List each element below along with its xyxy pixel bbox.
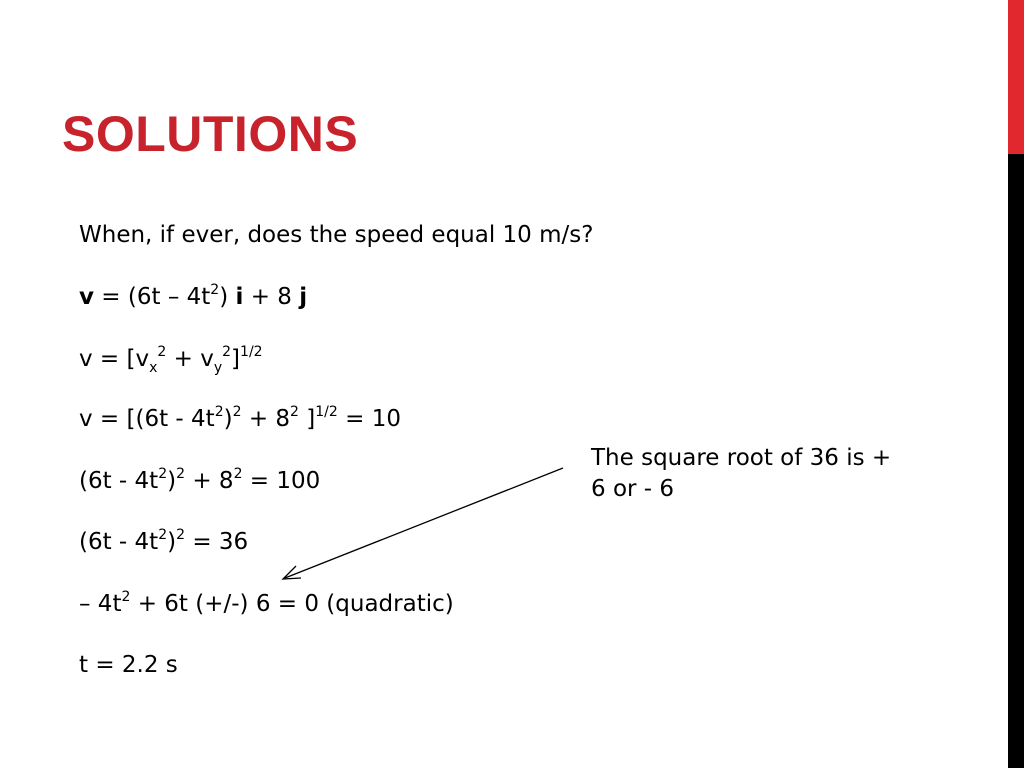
- speed-magnitude-equation: $v = [v_x^2 + v_y^2]^{1/2}$: [79, 344, 263, 376]
- substituted-equation: $v = [(6t - 4t^2)^2 + 8^2$ ]$^{1/2}$ = 10: [79, 404, 401, 432]
- question-text: When, if ever, does the speed equal 10 m/s?: [79, 222, 594, 248]
- annotation-note: The square root of 36 is + 6 or - 6: [591, 445, 892, 502]
- slide-title: SOLUTIONS: [62, 106, 359, 162]
- simplified-equation: $(6t - 4t^2)^2 = 36$: [79, 527, 249, 555]
- quadratic-equation: – $4t^2 + 6t$ (+/-) 6 = 0 (quadratic): [79, 589, 454, 617]
- velocity-vector-equation: $v = (6t - 4t^2)$ i + 8 j: [79, 282, 308, 310]
- answer-text: t = 2.2 s: [79, 652, 178, 678]
- squared-equation: $(6t - 4t^2)^2 + 8^2 = 100$: [79, 466, 321, 494]
